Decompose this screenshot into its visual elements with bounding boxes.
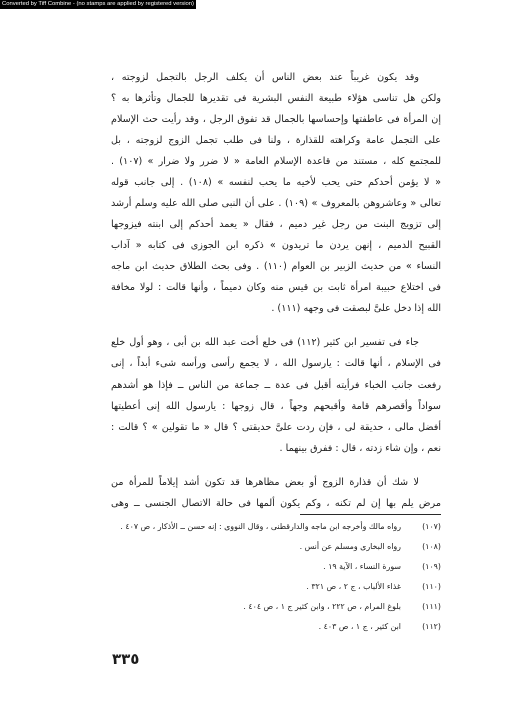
text-line-content: أفضل مالى ، حديقة لى ، فإن ردت علىَّ حديقتى ؟ قال « ما تقولين » ؟ قالت : xyxy=(111,422,441,433)
footnote-number: (١١١) xyxy=(422,602,441,611)
text-line xyxy=(111,376,441,396)
text-line-content: وقد يكون غريباً عند بعض الناس أن يكلف الرجل بالتجمل لزوجته ، xyxy=(111,72,419,83)
footnote xyxy=(114,578,441,596)
text-line xyxy=(111,418,441,438)
footnote xyxy=(114,558,441,576)
footnote-text: ابن كثير ، ج ١ ، ص ٤٠٣ . xyxy=(318,622,401,631)
footnote-text: سورة النساء ، الآية ١٩ . xyxy=(323,562,401,571)
text-line xyxy=(111,89,441,109)
text-line-content: لا شك أن قذارة الزوج أو بعض مظاهرها قد تكون أشد إيلاماً للمرأة من xyxy=(111,477,419,488)
text-line-content: إلى تزويج البنت من رجل غير دميم ، فقال « يعمد أحدكم إلى ابنته فيزوجها xyxy=(111,219,441,230)
text-line-content: « لا يؤمن أحدكم حتى يحب لأخيه ما يحب لنفسه » (١٠٨) . إلى جانب قوله xyxy=(111,177,441,188)
text-line-content: النساء » من حديث الزبير بن العوام (١١٠) . وفى بحث الطلاق حديث ابن ماجه xyxy=(111,261,441,272)
footnote-text: بلوغ المرام ، ص ٢٢٢ ، وابن كثير ج ١ ، ص ٤٠٤ . xyxy=(243,602,401,611)
text-line xyxy=(111,68,419,88)
text-line xyxy=(111,354,441,374)
text-line-content: إن المرأة فى عاطفتها وإحساسها بالجمال قد تفوق الرجل ، وقد رأيت حث الإسلام xyxy=(111,114,441,125)
footnote-number: (١١٠) xyxy=(422,582,441,591)
text-line xyxy=(111,439,441,459)
text-line-content: ولكن هل تناسى هؤلاء طبيعة النفس البشرية فى تقديرها للجمال وتأثرها به ؟ xyxy=(111,93,441,104)
text-line xyxy=(111,278,441,298)
text-line xyxy=(111,152,441,172)
text-line-content: جاء فى تفسير ابن كثير (١١٢) فى خلع أخت عبد الله بن أبى ، وهو أول خلع xyxy=(111,337,419,348)
text-line xyxy=(111,131,441,151)
footnote-number: (١٠٩) xyxy=(422,562,441,571)
text-line xyxy=(111,333,419,353)
text-line xyxy=(111,173,441,193)
text-line xyxy=(111,194,441,214)
page-number: ٣٣٥ xyxy=(112,650,140,668)
converter-banner-text: Converted by Tiff Combine - (no stamps are applied by registered version) xyxy=(1,1,195,7)
footnote-number: (١٠٨) xyxy=(422,542,441,551)
footnote-number: (١١٢) xyxy=(422,622,441,631)
footnote xyxy=(114,598,441,616)
footnote xyxy=(114,538,441,556)
text-line-content: سواداً وأقصرهم قامة وأقبحهم وجهاً ، قال زوجها : يارسول الله إنى أعطيتها xyxy=(111,401,441,412)
text-line xyxy=(111,215,441,235)
footnote-text: رواه البخارى ومسلم عن أنس . xyxy=(299,542,401,551)
footnote-text: رواه مالك وأخرجه ابن ماجه والدارقطنى ، وقال النووى : إنه حسن ــ الأذكار ، ص ٤٠٧ . xyxy=(120,522,401,531)
footnote-number: (١٠٧) xyxy=(422,522,441,531)
footnote-text: غذاء الألباب ، ج ٢ ، ص ٣٢١ . xyxy=(306,582,401,591)
footnote xyxy=(114,618,441,636)
text-line-content: مرض يلم بها إن لم تكنه ، وكم يكون ألمها فى حالة الاتصال الجنسى ــ وهى xyxy=(111,498,441,509)
text-line xyxy=(111,236,441,256)
text-line-content: للمجتمع كله ، مستند من قاعدة الإسلام العامة « لا ضرر ولا ضرار » (١٠٧) . xyxy=(111,156,441,167)
text-line xyxy=(111,257,441,277)
text-line-content: الله إذا دخل علىَّ لبصقت فى وجهه (١١١) . xyxy=(271,303,441,314)
converter-banner xyxy=(0,0,196,9)
text-line xyxy=(111,110,441,130)
text-line xyxy=(111,299,441,319)
text-line-content: فى الإسلام ، أنها قالت : يارسول الله ، لا يجمع رأسى ورأسه شىء أبداً ، إنى xyxy=(111,358,441,369)
text-line-content: القبيح الدميم ، إنهن يردن ما تريدون » ذكره ابن الجوزى فى كتابه « آداب xyxy=(111,240,441,251)
text-line xyxy=(111,397,441,417)
text-line xyxy=(111,473,419,493)
text-line-content: نعم ، وإن شاء زدته ، قال : ففرق بينهما . xyxy=(279,443,441,454)
text-line-content: على التجمل عامة وكراهته للقذارة ، ولنا فى طلب تجمل الزوج لزوجته ، بل xyxy=(111,135,441,146)
text-line-content: رفعت جانب الخباء فرأيته أقبل فى عدة ــ جماعة من الناس ــ فإذا هو أشدهم xyxy=(111,380,441,391)
text-line xyxy=(111,494,441,514)
text-line-content: تعالى « وعاشروهن بالمعروف » (١٠٩) . على أن النبى صلى الله عليه وسلم أرشد xyxy=(111,198,441,209)
text-line-content: فى اختلاع حبيبة امرأة ثابت بن قيس منه وكان دميماً ، وأنها قالت : لولا مخافة xyxy=(111,282,441,293)
footnote xyxy=(114,518,441,536)
footnote-separator xyxy=(300,514,441,515)
